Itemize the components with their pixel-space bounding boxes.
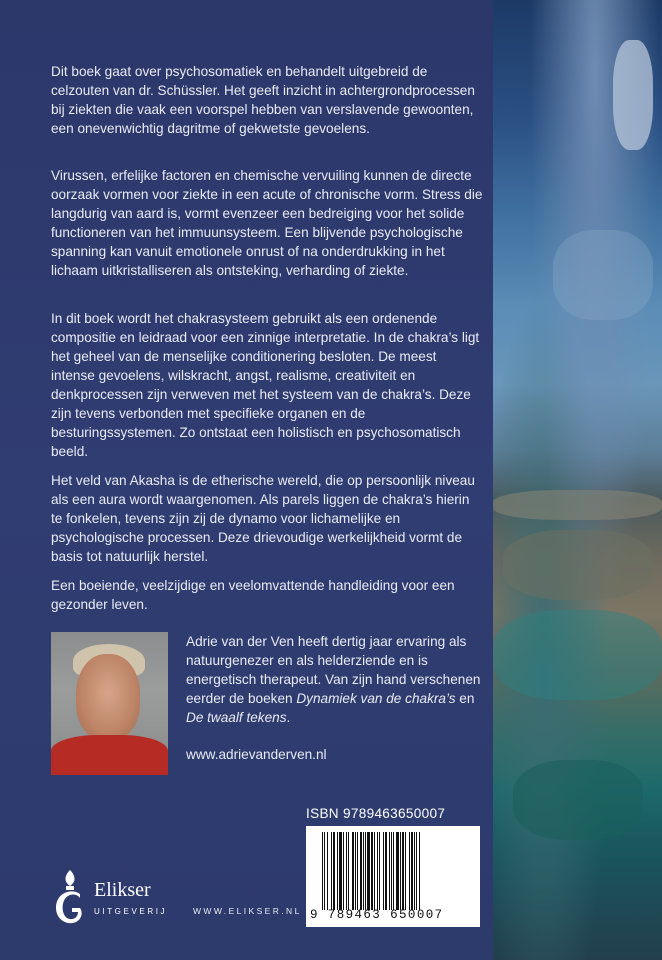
barcode-bar xyxy=(419,832,420,910)
book-title-2: De twaalf tekens xyxy=(186,710,287,725)
barcode-bar xyxy=(348,832,349,910)
barcode-bar xyxy=(379,832,380,910)
bio-mid: en xyxy=(455,691,475,706)
publisher-emblem-icon xyxy=(50,868,90,928)
barcode-bar xyxy=(416,832,417,910)
blurb-paragraph-3 xyxy=(51,309,483,461)
barcode-bar xyxy=(371,832,373,910)
barcode-bar xyxy=(411,832,413,910)
barcode-box xyxy=(306,826,480,927)
author-face xyxy=(76,654,140,740)
paint-stroke xyxy=(513,760,643,840)
barcode-bar xyxy=(402,832,404,910)
barcode-bar xyxy=(343,832,344,910)
publisher-website: WWW.ELIKSER.NL xyxy=(193,906,302,916)
barcode-bar xyxy=(327,832,328,910)
barcode-digits: 9 789463 650007 xyxy=(310,908,444,922)
publisher-logo xyxy=(50,868,180,928)
barcode-bar xyxy=(346,832,347,910)
paint-stroke xyxy=(553,230,653,320)
paint-stroke xyxy=(503,530,653,600)
cover-painting xyxy=(493,0,662,960)
paint-stroke xyxy=(613,40,653,150)
barcode-bar xyxy=(352,832,354,910)
paragraph-text: Virussen, erfelijke factoren en chemische vervuiling kunnen de directe oorzaak vormen voor ziekte in een acute of chronische vorm. Stress die langdurig van aard is, vormt evenzeer een bedreiging voor het solide functioneren van het immuunsysteem. Een blijvende psychologische spanning kan vanuit emotionele onrust of na onderdrukking in het lichaam uitkristalliseren als ontsteking, verharding of ziekte. xyxy=(51,168,483,278)
paint-stroke xyxy=(493,490,662,520)
author-bio xyxy=(186,632,486,727)
bio-lead: Adrie van der Ven heeft dertig jaar ervaring als natuurgenezer en als helderziende en is energetisch therapeut. Van zijn hand verschenen eerder de boeken xyxy=(186,634,481,706)
isbn-label: ISBN 9789463650007 xyxy=(306,806,446,821)
paragraph-text: Dit boek gaat over psychosomatiek en behandelt uitgebreid de celzouten van dr. Schüssler. Het geeft inzicht in achtergrondprocessen bij ziekten die vaak een voorspel hebben van verslavende gewoonten, een onevenwichtig dagritme of gekwetste gevoelens. xyxy=(51,64,475,136)
barcode-bar xyxy=(400,832,401,910)
barcode-bar xyxy=(405,832,406,910)
blurb-paragraph-4 xyxy=(51,471,483,566)
barcode-bar xyxy=(396,832,399,910)
barcode-bar xyxy=(377,832,378,910)
barcode-bar xyxy=(389,832,390,910)
barcode-bar xyxy=(414,832,415,910)
paint-stroke xyxy=(493,610,662,700)
barcode xyxy=(320,832,468,910)
barcode-bar xyxy=(367,832,370,910)
publisher-name: Elikser xyxy=(94,879,151,901)
paragraph-text: Een boeiende, veelzijdige en veelomvattende handleiding voor een gezonder leven. xyxy=(51,578,455,612)
barcode-bar xyxy=(383,832,384,910)
barcode-bar xyxy=(357,832,358,910)
blurb-paragraph-2 xyxy=(51,166,483,280)
blurb-paragraph-5 xyxy=(51,576,483,614)
barcode-bar xyxy=(385,832,387,910)
publisher-subtitle: UITGEVERIJ xyxy=(94,907,168,916)
barcode-bar xyxy=(374,832,375,910)
barcode-bar xyxy=(355,832,356,910)
author-bio-text xyxy=(186,632,486,727)
paragraph-text: Het veld van Akasha is de etherische wereld, die op persoonlijk niveau als een aura wordt waargenomen. Als parels liggen de chakra’s hierin te fonkelen, tevens zijn zij de dynamo voor lichamelijke en psychologische processen. Deze drievoudige werkelijkheid vormt de basis tot natuurlijk herstel. xyxy=(51,473,475,564)
barcode-bar xyxy=(393,832,394,910)
author-website: www.adrievanderven.nl xyxy=(186,747,327,762)
barcode-bar xyxy=(333,832,335,910)
barcode-bar xyxy=(409,832,410,910)
barcode-bar xyxy=(360,832,362,910)
barcode-bar xyxy=(365,832,366,910)
barcode-bar xyxy=(337,832,338,910)
barcode-bar xyxy=(331,832,332,910)
paragraph-text: In dit boek wordt het chakrasysteem gebruikt als een ordenende compositie en leidraad voor een zinnige interpretatie. In de chakra’s ligt het geheel van de menselijke conditionering besloten. De meest intense gevoelens, wilskracht, angst, realisme, creativiteit en denkprocessen zijn verweven met het systeem van de chakra’s. Deze zijn tevens verbonden met specifieke organen en de besturingssystemen. Zo ontstaat een holistisch en psychosomatisch beeld. xyxy=(51,311,480,459)
barcode-bar xyxy=(324,832,325,910)
author-shirt xyxy=(51,735,168,775)
blurb-paragraph-1 xyxy=(51,62,483,138)
bio-end: . xyxy=(286,710,291,725)
book-title-1: Dynamiek van de chakra’s xyxy=(296,691,456,706)
barcode-bar xyxy=(391,832,392,910)
barcode-bar xyxy=(363,832,364,910)
barcode-bar xyxy=(339,832,342,910)
author-photo xyxy=(51,632,168,775)
barcode-bar xyxy=(322,832,323,910)
